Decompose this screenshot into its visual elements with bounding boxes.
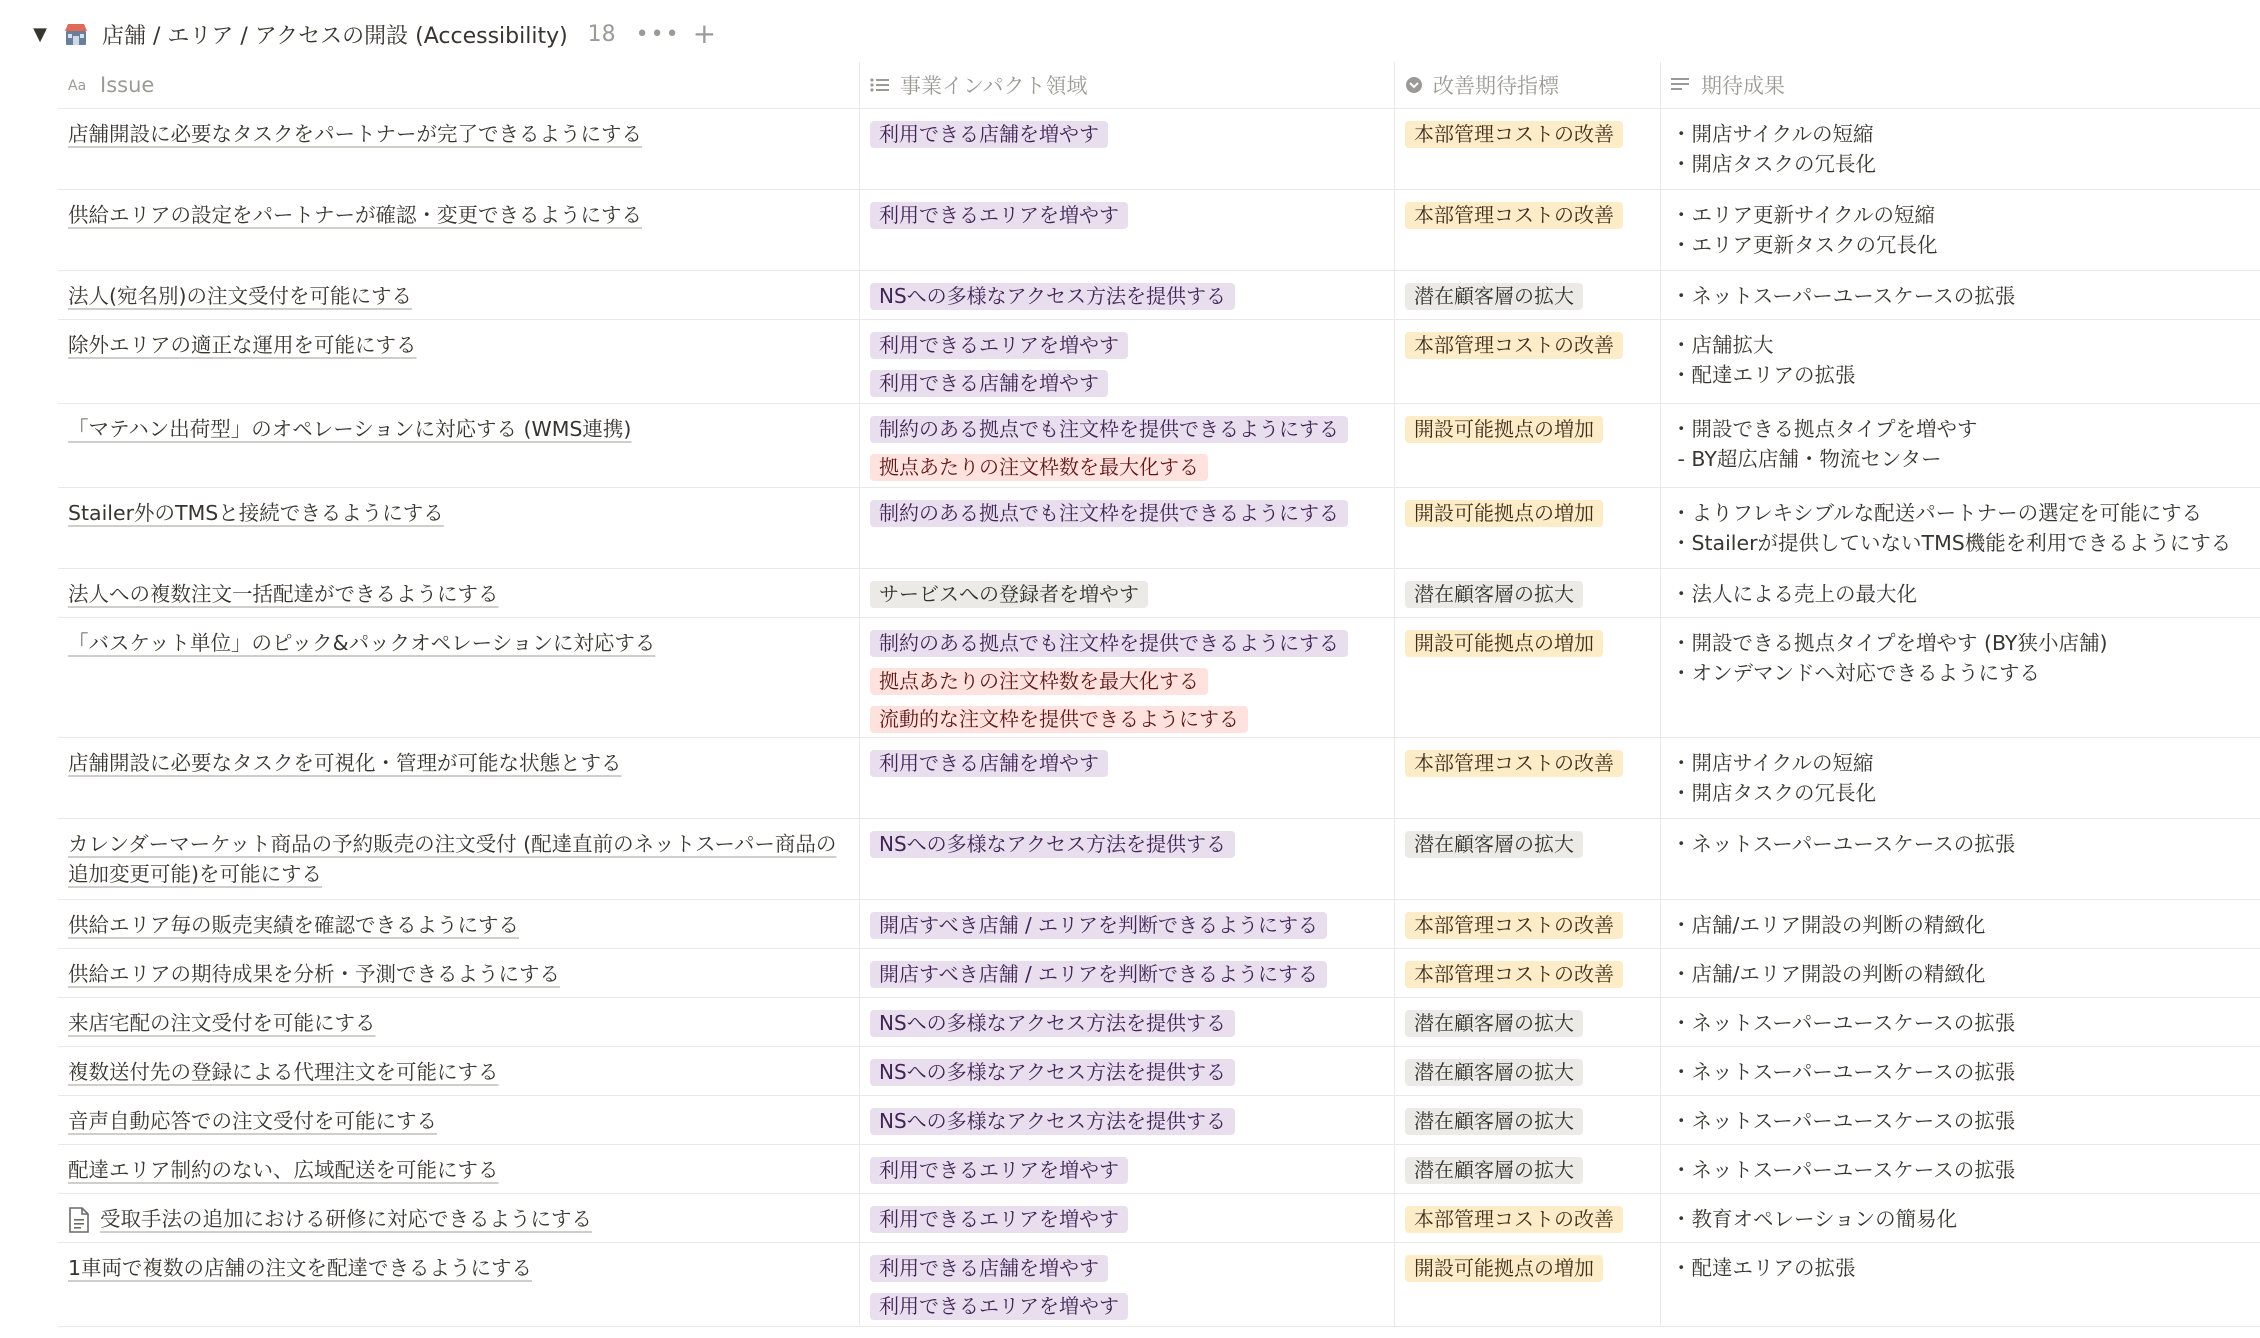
outcome-cell[interactable]: ・開店サイクルの短縮 ・開店タスクの冗長化 <box>1671 122 1876 176</box>
issue-title-link[interactable]: 音声自動応答での注文受付を可能にする <box>68 1109 437 1133</box>
metric-cell[interactable] <box>1395 998 1661 1046</box>
metric-cell[interactable] <box>1395 618 1661 737</box>
table-row[interactable] <box>58 949 2260 998</box>
impact-tag: 拠点あたりの注文枠数を最大化する <box>870 454 1208 481</box>
metric-tag: 潜在顧客層の拡大 <box>1405 581 1583 608</box>
metric-tag: 潜在顧客層の拡大 <box>1405 831 1583 858</box>
collapse-toggle-icon[interactable]: ▼ <box>33 23 47 45</box>
impact-cell[interactable] <box>860 998 1395 1046</box>
outcome-cell[interactable]: ・ネットスーパーユースケースの拡張 <box>1671 1158 2016 1182</box>
table-row[interactable] <box>58 1047 2260 1096</box>
impact-tag: 利用できるエリアを増やす <box>870 1157 1128 1184</box>
metric-tag: 潜在顧客層の拡大 <box>1405 283 1583 310</box>
issue-cell[interactable] <box>58 900 860 948</box>
table-row[interactable] <box>58 1145 2260 1194</box>
issue-cell[interactable] <box>58 1194 860 1242</box>
metric-cell[interactable] <box>1395 271 1661 319</box>
issue-cell[interactable] <box>58 320 860 403</box>
document-icon <box>68 1207 90 1233</box>
issue-title-link[interactable]: カレンダーマーケット商品の予約販売の注文受付 (配達直前のネットスーパー商品の追加変更可能)を可能にする <box>68 832 837 886</box>
issue-cell[interactable] <box>58 190 860 270</box>
table-row[interactable] <box>58 738 2260 819</box>
outcome-cell[interactable]: ・ネットスーパーユースケースの拡張 <box>1671 1060 2016 1084</box>
metric-tag: 本部管理コストの改善 <box>1405 750 1623 777</box>
impact-cell[interactable] <box>860 320 1395 403</box>
issue-cell[interactable] <box>58 404 860 487</box>
column-header-label: 期待成果 <box>1701 74 1785 98</box>
outcome-cell[interactable]: ・店舗/エリア開設の判断の精緻化 <box>1671 962 1986 986</box>
impact-tag: 開店すべき店舗 / エリアを判断できるようにする <box>870 912 1327 939</box>
impact-cell[interactable] <box>860 109 1395 189</box>
select-icon <box>1405 76 1423 94</box>
impact-cell[interactable] <box>860 190 1395 270</box>
metric-cell[interactable] <box>1395 488 1661 568</box>
column-header-label: 事業インパクト領域 <box>900 74 1088 98</box>
table-row[interactable] <box>58 900 2260 949</box>
metric-cell[interactable] <box>1395 190 1661 270</box>
impact-tag: 利用できるエリアを増やす <box>870 1206 1128 1233</box>
outcome-cell[interactable]: ・法人による売上の最大化 <box>1671 582 1917 606</box>
metric-tag: 開設可能拠点の増加 <box>1405 630 1603 657</box>
metric-tag: 本部管理コストの改善 <box>1405 202 1623 229</box>
issue-cell[interactable] <box>58 949 860 997</box>
outcome-cell[interactable]: ・開設できる拠点タイプを増やす (BY狭小店舗) ・オンデマンドへ対応できるようにする <box>1671 631 2108 685</box>
metric-cell[interactable] <box>1395 1145 1661 1193</box>
metric-tag: 本部管理コストの改善 <box>1405 332 1623 359</box>
metric-tag: 開設可能拠点の増加 <box>1405 1255 1603 1282</box>
outcome-cell[interactable]: ・開店サイクルの短縮 ・開店タスクの冗長化 <box>1671 751 1876 805</box>
table-body <box>58 109 2260 1327</box>
issue-title-link[interactable]: 供給エリアの期待成果を分析・予測できるようにする <box>68 962 560 986</box>
issue-title-link[interactable]: 「バスケット単位」のピック&パックオペレーションに対応する <box>68 631 656 655</box>
outcome-cell[interactable]: ・店舗/エリア開設の判断の精緻化 <box>1671 913 1986 937</box>
impact-tag: 制約のある拠点でも注文枠を提供できるようにする <box>870 500 1348 527</box>
column-header-issue[interactable] <box>58 62 860 108</box>
issue-cell[interactable] <box>58 1145 860 1193</box>
group-count: 18 <box>587 21 616 47</box>
impact-tag: サービスへの登録者を増やす <box>870 581 1148 608</box>
metric-tag: 開設可能拠点の増加 <box>1405 416 1603 443</box>
column-header-impact[interactable] <box>860 62 1395 108</box>
metric-tag: 潜在顧客層の拡大 <box>1405 1010 1583 1037</box>
outcome-cell[interactable]: ・ネットスーパーユースケースの拡張 <box>1671 1109 2016 1133</box>
table-header <box>58 62 2260 109</box>
impact-cell[interactable] <box>860 819 1395 899</box>
issue-title-link[interactable]: 除外エリアの適正な運用を可能にする <box>68 333 417 357</box>
metric-cell[interactable] <box>1395 320 1661 403</box>
database-table <box>58 62 2260 1327</box>
impact-cell[interactable] <box>860 900 1395 948</box>
column-header-metric[interactable] <box>1395 62 1661 108</box>
outcome-cell[interactable]: ・エリア更新サイクルの短縮 ・エリア更新タスクの冗長化 <box>1671 203 1938 257</box>
metric-tag: 潜在顧客層の拡大 <box>1405 1157 1583 1184</box>
issue-cell[interactable] <box>58 819 860 899</box>
store-icon <box>62 20 90 48</box>
impact-tag: 拠点あたりの注文枠数を最大化する <box>870 668 1208 695</box>
title-property-icon <box>68 77 90 93</box>
issue-title-link[interactable]: 店舗開設に必要なタスクをパートナーが完了できるようにする <box>68 122 642 146</box>
issue-title-link[interactable]: 店舗開設に必要なタスクを可視化・管理が可能な状態とする <box>68 751 622 775</box>
impact-cell[interactable] <box>860 569 1395 617</box>
issue-title-link[interactable]: 来店宅配の注文受付を可能にする <box>68 1011 376 1035</box>
issue-cell[interactable] <box>58 488 860 568</box>
metric-cell[interactable] <box>1395 1194 1661 1242</box>
metric-cell[interactable] <box>1395 1096 1661 1144</box>
issue-cell[interactable] <box>58 738 860 818</box>
metric-cell[interactable] <box>1395 569 1661 617</box>
table-row[interactable] <box>58 1194 2260 1243</box>
issue-cell[interactable] <box>58 569 860 617</box>
svg-text:Aa: Aa <box>68 78 87 93</box>
metric-cell[interactable] <box>1395 738 1661 818</box>
table-row[interactable] <box>58 109 2260 190</box>
impact-tag: NSへの多様なアクセス方法を提供する <box>870 831 1235 858</box>
impact-tag: 利用できるエリアを増やす <box>870 1293 1128 1320</box>
table-row[interactable] <box>58 404 2260 488</box>
table-row[interactable] <box>58 1096 2260 1145</box>
column-header-label: 改善期待指標 <box>1433 74 1559 98</box>
outcome-cell[interactable]: ・店舗拡大 ・配達エリアの拡張 <box>1671 333 1856 387</box>
issue-title-link[interactable]: 法人(宛名別)の注文受付を可能にする <box>68 284 412 308</box>
outcome-cell[interactable]: ・ネットスーパーユースケースの拡張 <box>1671 284 2016 308</box>
metric-tag: 本部管理コストの改善 <box>1405 961 1623 988</box>
issue-title-link[interactable]: Stailer外のTMSと接続できるようにする <box>68 501 444 525</box>
outcome-cell[interactable]: ・よりフレキシブルな配送パートナーの選定を可能にする ・Stailerが提供していないTMS機能を利用できるようにする <box>1671 501 2232 555</box>
impact-cell[interactable] <box>860 271 1395 319</box>
table-row[interactable] <box>58 618 2260 738</box>
impact-cell[interactable] <box>860 949 1395 997</box>
issue-title-link[interactable]: 複数送付先の登録による代理注文を可能にする <box>68 1060 499 1084</box>
impact-cell[interactable] <box>860 738 1395 818</box>
group-header <box>30 14 716 54</box>
table-row[interactable] <box>58 320 2260 404</box>
table-row[interactable] <box>58 998 2260 1047</box>
text-property-icon <box>1671 77 1691 93</box>
impact-tag: 制約のある拠点でも注文枠を提供できるようにする <box>870 630 1348 657</box>
table-row[interactable] <box>58 271 2260 320</box>
impact-tag: NSへの多様なアクセス方法を提供する <box>870 1010 1235 1037</box>
column-header-outcome[interactable] <box>1661 62 2260 108</box>
table-row[interactable] <box>58 488 2260 569</box>
impact-cell[interactable] <box>860 488 1395 568</box>
issue-cell[interactable] <box>58 271 860 319</box>
impact-tag: 利用できる店舗を増やす <box>870 121 1108 148</box>
column-header-label: Issue <box>100 73 155 97</box>
metric-tag: 開設可能拠点の増加 <box>1405 500 1603 527</box>
add-item-button[interactable]: + <box>692 17 717 50</box>
impact-tag: 開店すべき店舗 / エリアを判断できるようにする <box>870 961 1327 988</box>
issue-title-link[interactable]: 法人への複数注文一括配達ができるようにする <box>68 582 499 606</box>
impact-cell[interactable] <box>860 1096 1395 1144</box>
metric-tag: 本部管理コストの改善 <box>1405 912 1623 939</box>
metric-tag: 本部管理コストの改善 <box>1405 1206 1623 1233</box>
multi-select-icon <box>870 77 890 93</box>
impact-cell[interactable] <box>860 1145 1395 1193</box>
impact-cell[interactable] <box>860 618 1395 737</box>
impact-cell[interactable] <box>860 1194 1395 1242</box>
impact-tag: NSへの多様なアクセス方法を提供する <box>870 283 1235 310</box>
table-row[interactable] <box>58 569 2260 618</box>
metric-tag: 潜在顧客層の拡大 <box>1405 1108 1583 1135</box>
metric-cell[interactable] <box>1395 900 1661 948</box>
metric-cell[interactable] <box>1395 404 1661 487</box>
table-row[interactable] <box>58 1243 2260 1327</box>
impact-tag: 利用できる店舗を増やす <box>870 370 1108 397</box>
issue-title-link[interactable]: 「マテハン出荷型」のオペレーションに対応する (WMS連携) <box>68 417 632 441</box>
outcome-cell[interactable]: ・開設できる拠点タイプを増やす - BY超広店舗・物流センター <box>1671 417 1978 471</box>
impact-tag: 制約のある拠点でも注文枠を提供できるようにする <box>870 416 1348 443</box>
group-title[interactable]: 店舗 / エリア / アクセスの開設 (Accessibility) <box>102 23 568 49</box>
issue-title-link[interactable]: 受取手法の追加における研修に対応できるようにする <box>100 1207 592 1231</box>
issue-cell[interactable] <box>58 109 860 189</box>
impact-tag: 利用できる店舗を増やす <box>870 1255 1108 1282</box>
issue-title-link[interactable]: 供給エリアの設定をパートナーが確認・変更できるようにする <box>68 203 642 227</box>
impact-tag: 利用できるエリアを増やす <box>870 332 1128 359</box>
impact-cell[interactable] <box>860 1243 1395 1326</box>
impact-tag: NSへの多様なアクセス方法を提供する <box>870 1108 1235 1135</box>
metric-cell[interactable] <box>1395 819 1661 899</box>
issue-title-link[interactable]: 1車両で複数の店舗の注文を配達できるようにする <box>68 1256 533 1280</box>
impact-cell[interactable] <box>860 404 1395 487</box>
more-options-button[interactable]: ••• <box>635 21 681 47</box>
table-row[interactable] <box>58 190 2260 271</box>
issue-title-link[interactable]: 配達エリア制約のない、広域配送を可能にする <box>68 1158 499 1182</box>
impact-tag: NSへの多様なアクセス方法を提供する <box>870 1059 1235 1086</box>
metric-cell[interactable] <box>1395 949 1661 997</box>
outcome-cell[interactable]: ・ネットスーパーユースケースの拡張 <box>1671 832 2016 856</box>
issue-title-link[interactable]: 供給エリア毎の販売実績を確認できるようにする <box>68 913 519 937</box>
issue-cell[interactable] <box>58 1243 860 1326</box>
metric-tag: 潜在顧客層の拡大 <box>1405 1059 1583 1086</box>
metric-cell[interactable] <box>1395 1047 1661 1095</box>
table-row[interactable] <box>58 819 2260 900</box>
impact-cell[interactable] <box>860 1047 1395 1095</box>
outcome-cell[interactable]: ・ネットスーパーユースケースの拡張 <box>1671 1011 2016 1035</box>
issue-cell[interactable] <box>58 618 860 737</box>
metric-tag: 本部管理コストの改善 <box>1405 121 1623 148</box>
impact-tag: 流動的な注文枠を提供できるようにする <box>870 706 1248 733</box>
outcome-cell[interactable]: ・教育オペレーションの簡易化 <box>1671 1207 1958 1231</box>
issue-cell[interactable] <box>58 1096 860 1144</box>
outcome-cell[interactable]: ・配達エリアの拡張 <box>1671 1256 1856 1280</box>
metric-cell[interactable] <box>1395 109 1661 189</box>
impact-tag: 利用できる店舗を増やす <box>870 750 1108 777</box>
issue-cell[interactable] <box>58 1047 860 1095</box>
metric-cell[interactable] <box>1395 1243 1661 1326</box>
impact-tag: 利用できるエリアを増やす <box>870 202 1128 229</box>
issue-cell[interactable] <box>58 998 860 1046</box>
